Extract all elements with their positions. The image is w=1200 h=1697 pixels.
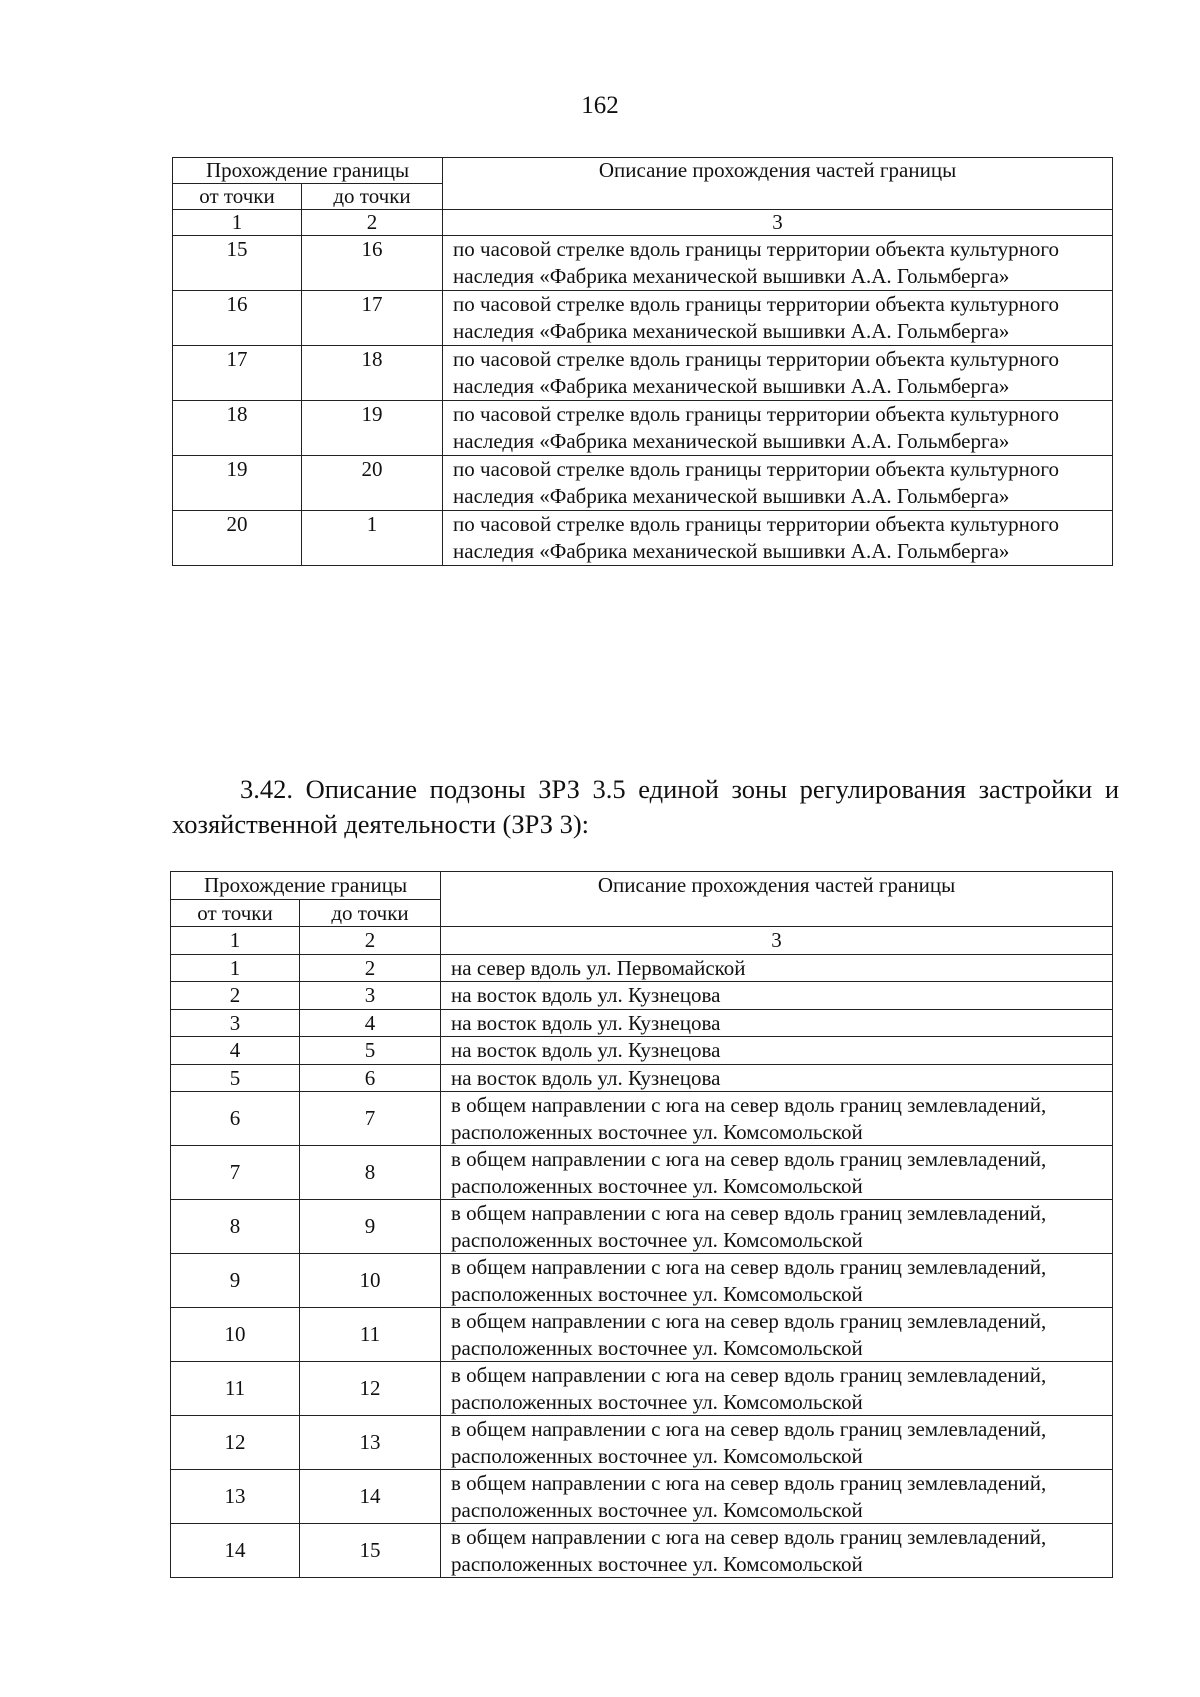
point-to-cell: 19 [302,401,443,456]
description-cell: в общем направлении с юга на север вдоль границ землевладений, расположенных восточнее ул. Комсомольской [441,1146,1113,1200]
column-number-row [173,210,1113,236]
boundary-table-2 [170,871,1113,1578]
column-number-3: 3 [441,927,1113,955]
column-group-header: Прохождение границы [173,158,443,184]
point-to-cell: 15 [300,1524,441,1578]
point-to-cell: 17 [302,291,443,346]
table-row [171,1308,1113,1362]
description-cell: по часовой стрелке вдоль границы территории объекта культурного наследия «Фабрика механической вышивки А.А. Гольмберга» [443,291,1113,346]
table-row [171,1254,1113,1308]
table-row [173,291,1113,346]
table-header-row [173,158,1113,184]
point-to-cell: 12 [300,1362,441,1416]
point-to-cell: 9 [300,1200,441,1254]
point-from-cell: 20 [173,511,302,566]
description-cell: в общем направлении с юга на север вдоль границ землевладений, расположенных восточнее ул. Комсомольской [441,1092,1113,1146]
column-number-2: 2 [302,210,443,236]
point-to-cell: 16 [302,236,443,291]
table-row [171,982,1113,1010]
description-cell: на восток вдоль ул. Кузнецова [441,1064,1113,1092]
point-from-cell: 5 [171,1064,300,1092]
table-row [171,1064,1113,1092]
description-cell: по часовой стрелке вдоль границы территории объекта культурного наследия «Фабрика механической вышивки А.А. Гольмберга» [443,401,1113,456]
boundary-table-1-body [173,158,1113,566]
table-row [171,1200,1113,1254]
point-from-cell: 3 [171,1009,300,1037]
description-cell: на восток вдоль ул. Кузнецова [441,1009,1113,1037]
description-cell: в общем направлении с юга на север вдоль границ землевладений, расположенных восточнее ул. Комсомольской [441,1524,1113,1578]
table-row [171,1146,1113,1200]
point-from-cell: 4 [171,1037,300,1065]
column-header-description: Описание прохождения частей границы [441,872,1113,927]
table-row [171,1524,1113,1578]
column-header-from: от точки [173,184,302,210]
table-row [171,1416,1113,1470]
point-from-cell: 12 [171,1416,300,1470]
description-cell: по часовой стрелке вдоль границы территории объекта культурного наследия «Фабрика механической вышивки А.А. Гольмберга» [443,236,1113,291]
point-from-cell: 11 [171,1362,300,1416]
table-row [171,1092,1113,1146]
table-row [173,236,1113,291]
description-cell: в общем направлении с юга на север вдоль границ землевладений, расположенных восточнее ул. Комсомольской [441,1470,1113,1524]
point-from-cell: 9 [171,1254,300,1308]
section-heading: 3.42. Описание подзоны ЗРЗ 3.5 единой зоны регулирования застройки и хозяйственной деятельности (ЗРЗ 3): [172,774,1119,839]
point-to-cell: 5 [300,1037,441,1065]
point-from-cell: 15 [173,236,302,291]
column-group-header: Прохождение границы [171,872,441,900]
description-cell: по часовой стрелке вдоль границы территории объекта культурного наследия «Фабрика механической вышивки А.А. Гольмберга» [443,511,1113,566]
table-row [173,456,1113,511]
point-to-cell: 8 [300,1146,441,1200]
point-to-cell: 1 [302,511,443,566]
point-from-cell: 18 [173,401,302,456]
point-to-cell: 14 [300,1470,441,1524]
point-from-cell: 17 [173,346,302,401]
point-from-cell: 10 [171,1308,300,1362]
boundary-table-2-body [171,872,1113,1578]
point-to-cell: 13 [300,1416,441,1470]
point-to-cell: 20 [302,456,443,511]
column-header-description: Описание прохождения частей границы [443,158,1113,210]
description-cell: в общем направлении с юга на север вдоль границ землевладений, расположенных восточнее ул. Комсомольской [441,1308,1113,1362]
column-number-1: 1 [171,927,300,955]
table-row [171,1470,1113,1524]
point-from-cell: 1 [171,954,300,982]
column-number-3: 3 [443,210,1113,236]
boundary-table-1 [172,157,1113,566]
description-cell: в общем направлении с юга на север вдоль границ землевладений, расположенных восточнее ул. Комсомольской [441,1200,1113,1254]
point-to-cell: 7 [300,1092,441,1146]
point-from-cell: 13 [171,1470,300,1524]
point-to-cell: 11 [300,1308,441,1362]
page-number: 162 [581,92,619,119]
description-cell: на север вдоль ул. Первомайской [441,954,1113,982]
table-row [173,511,1113,566]
point-from-cell: 2 [171,982,300,1010]
point-from-cell: 16 [173,291,302,346]
point-to-cell: 6 [300,1064,441,1092]
point-to-cell: 4 [300,1009,441,1037]
point-from-cell: 6 [171,1092,300,1146]
column-header-from: от точки [171,899,300,927]
column-number-2: 2 [300,927,441,955]
point-to-cell: 18 [302,346,443,401]
column-number-1: 1 [173,210,302,236]
point-to-cell: 10 [300,1254,441,1308]
table-row [171,1037,1113,1065]
description-cell: в общем направлении с юга на север вдоль границ землевладений, расположенных восточнее ул. Комсомольской [441,1254,1113,1308]
point-from-cell: 14 [171,1524,300,1578]
column-header-to: до точки [302,184,443,210]
table-row [173,346,1113,401]
table-row [171,1362,1113,1416]
description-cell: на восток вдоль ул. Кузнецова [441,1037,1113,1065]
column-number-row [171,927,1113,955]
table-row [173,401,1113,456]
description-cell: в общем направлении с юга на север вдоль границ землевладений, расположенных восточнее ул. Комсомольской [441,1416,1113,1470]
table-row [171,1009,1113,1037]
point-from-cell: 7 [171,1146,300,1200]
description-cell: по часовой стрелке вдоль границы территории объекта культурного наследия «Фабрика механической вышивки А.А. Гольмберга» [443,346,1113,401]
column-header-to: до точки [300,899,441,927]
description-cell: по часовой стрелке вдоль границы территории объекта культурного наследия «Фабрика механической вышивки А.А. Гольмберга» [443,456,1113,511]
description-cell: в общем направлении с юга на север вдоль границ землевладений, расположенных восточнее ул. Комсомольской [441,1362,1113,1416]
point-from-cell: 8 [171,1200,300,1254]
table-header-row [171,872,1113,900]
point-to-cell: 3 [300,982,441,1010]
point-from-cell: 19 [173,456,302,511]
description-cell: на восток вдоль ул. Кузнецова [441,982,1113,1010]
table-row [171,954,1113,982]
point-to-cell: 2 [300,954,441,982]
